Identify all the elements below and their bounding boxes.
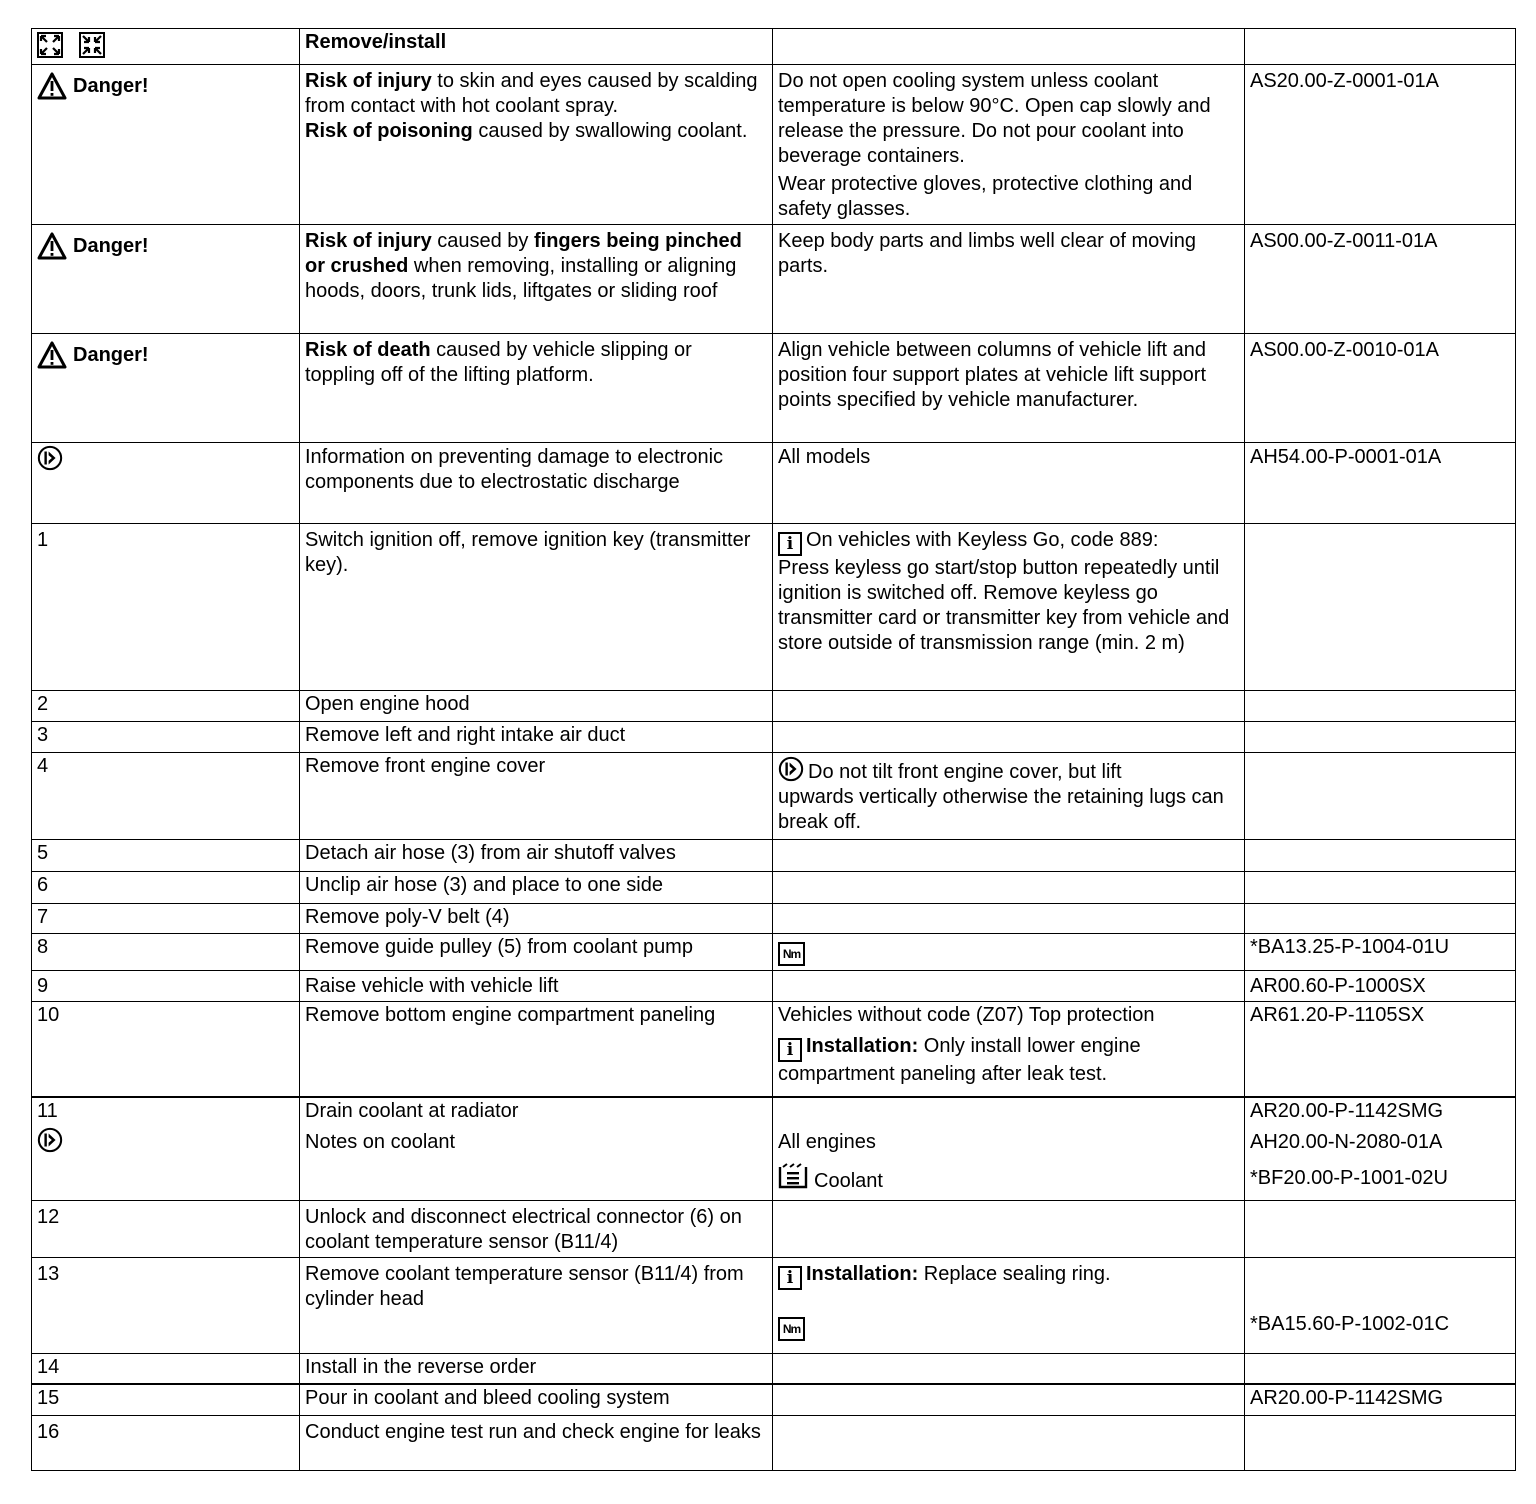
step-ref[interactable]: AH20.00-N-2080-01A [1250, 1130, 1443, 1153]
step-note [773, 1002, 1245, 1097]
empty-cell [773, 722, 1245, 753]
warning-triangle-icon [37, 232, 67, 260]
torque-icon: Nm [778, 1317, 805, 1341]
step-text: Unlock and disconnect electrical connector (6) on coolant temperature sensor (B11/4) [300, 1201, 773, 1258]
esd-icon-cell [32, 443, 300, 524]
step-number: 4 [32, 753, 300, 840]
empty-cell [773, 1384, 1245, 1416]
step-ref[interactable]: AR20.00-P-1142SMG [1245, 1384, 1516, 1416]
step-ref[interactable]: *BF20.00-P-1001-02U [1250, 1166, 1448, 1189]
danger-remedy-text: Wear protective gloves, protective clothing and safety glasses. [778, 173, 1193, 220]
danger-row [32, 65, 1516, 225]
empty-cell [773, 29, 1245, 65]
table-row [32, 840, 1516, 872]
step-ref[interactable]: AR20.00-P-1142SMG [1250, 1099, 1444, 1122]
page-title: Remove/install [300, 29, 773, 65]
warning-triangle-icon [37, 72, 67, 100]
procedure-table [31, 28, 1516, 1471]
danger-remedy-text: Do not open cooling system unless coolant temperature is below 90°C. Open cap slowly and release the pressure. Do not pour coolant into beverage containers. [778, 70, 1211, 167]
empty-cell [773, 840, 1245, 872]
esd-caution-icon [778, 756, 804, 782]
step-number: 9 [32, 971, 300, 1002]
danger-label: Danger! [73, 343, 149, 366]
danger-remedy [773, 65, 1245, 225]
danger-row [32, 225, 1516, 334]
header-icons-cell [32, 29, 300, 65]
step-text: Install in the reverse order [300, 1354, 773, 1384]
step-ref-text[interactable]: *BA15.60-P-1002-01C [1250, 1313, 1450, 1335]
empty-cell [1245, 1354, 1516, 1384]
step-text: Remove front engine cover [300, 753, 773, 840]
step-number: 1 [32, 524, 300, 691]
danger-risk-bold: Risk of injury [305, 230, 432, 252]
table-row [32, 971, 1516, 1002]
danger-ref[interactable]: AS00.00-Z-0011-01A [1245, 225, 1516, 334]
empty-cell [1245, 524, 1516, 691]
table-row [32, 753, 1516, 840]
step-text: Notes on coolant [305, 1130, 456, 1153]
empty-cell [1245, 840, 1516, 872]
danger-label-cell [32, 225, 300, 334]
step-number: 15 [32, 1384, 300, 1416]
table-header-row [32, 29, 1516, 65]
step-ref [1245, 1258, 1516, 1354]
step-text: Switch ignition off, remove ignition key (transmitter key). [300, 524, 773, 691]
danger-risk-text: when removing, installing or aligning hoods, doors, trunk lids, liftgates or sliding roof [305, 255, 737, 302]
empty-cell [773, 691, 1245, 722]
step-note-text: Coolant [814, 1169, 883, 1192]
danger-remedy: Keep body parts and limbs well clear of moving parts. [773, 225, 1245, 334]
danger-ref[interactable]: AS20.00-Z-0001-01A [1245, 65, 1516, 225]
step-ref-cell [1245, 1097, 1516, 1201]
step-number: 10 [32, 1002, 300, 1097]
empty-cell [1245, 1201, 1516, 1258]
table-row [32, 1097, 1516, 1201]
table-row [32, 872, 1516, 904]
step-number: 11 [37, 1099, 58, 1122]
step-note-text: All engines [778, 1130, 876, 1153]
step-note-text: Only install lower engine [918, 1035, 1141, 1057]
empty-cell [1245, 1416, 1516, 1471]
empty-cell [773, 872, 1245, 904]
info-icon: i [778, 1038, 802, 1062]
empty-cell [773, 904, 1245, 934]
danger-risk-text: caused by vehicle slipping or toppling off of the lifting platform. [305, 339, 692, 386]
step-note-text: Replace sealing ring. [918, 1263, 1111, 1285]
step-note-bold: Installation: [806, 1035, 919, 1057]
step-text: Open engine hood [300, 691, 773, 722]
step-number: 14 [32, 1354, 300, 1384]
esd-text: Information on preventing damage to electronic components due to electrostatic discharge [300, 443, 773, 524]
empty-cell [1245, 753, 1516, 840]
torque-icon: Nm [778, 942, 805, 966]
empty-cell [773, 1416, 1245, 1471]
step-note-text: Vehicles without code (Z07) Top protection [778, 1004, 1155, 1026]
table-row [32, 1416, 1516, 1471]
danger-risk-bold: Risk of death [305, 339, 431, 361]
step-text: Conduct engine test run and check engine for leaks [300, 1416, 773, 1471]
step-note [773, 934, 1245, 971]
danger-ref[interactable]: AS00.00-Z-0010-01A [1245, 334, 1516, 443]
empty-cell [1245, 722, 1516, 753]
table-row [32, 934, 1516, 971]
danger-risk-text: caused by swallowing coolant. [472, 120, 748, 142]
table-row [32, 691, 1516, 722]
expand-icon[interactable] [37, 32, 63, 58]
esd-ref[interactable]: AH54.00-P-0001-01A [1245, 443, 1516, 524]
step-ref[interactable]: AR00.60-P-1000SX [1245, 971, 1516, 1002]
coolant-container-icon [778, 1163, 808, 1189]
step-number: 7 [32, 904, 300, 934]
step-text: Unclip air hose (3) and place to one side [300, 872, 773, 904]
step-number: 8 [32, 934, 300, 971]
danger-risk-bold: fingers being pinched or crushed [305, 230, 742, 277]
empty-cell [1245, 904, 1516, 934]
step-number: 5 [32, 840, 300, 872]
step-text: Remove coolant temperature sensor (B11/4) from cylinder head [300, 1258, 773, 1354]
table-row [32, 1002, 1516, 1097]
table-row [32, 1354, 1516, 1384]
table-row [32, 1384, 1516, 1416]
danger-risk-bold: Risk of injury [305, 70, 432, 92]
step-number-cell [32, 1097, 300, 1201]
step-text: Remove left and right intake air duct [300, 722, 773, 753]
warning-triangle-icon [37, 341, 67, 369]
step-number: 16 [32, 1416, 300, 1471]
step-note [773, 524, 1245, 691]
empty-cell [773, 1354, 1245, 1384]
step-note [773, 753, 1245, 840]
step-number: 13 [32, 1258, 300, 1354]
step-ref[interactable]: AR61.20-P-1105SX [1245, 1002, 1516, 1097]
step-text: Remove guide pulley (5) from coolant pump [300, 934, 773, 971]
danger-label-cell [32, 65, 300, 225]
danger-label: Danger! [73, 234, 149, 257]
step-text: Pour in coolant and bleed cooling system [300, 1384, 773, 1416]
table-row [32, 1258, 1516, 1354]
step-text: Drain coolant at radiator [305, 1099, 519, 1122]
table-row [32, 722, 1516, 753]
step-note-text: upwards vertically otherwise the retaining lugs can break off. [778, 786, 1224, 833]
danger-label: Danger! [73, 74, 149, 97]
empty-cell [1245, 29, 1516, 65]
step-number: 6 [32, 872, 300, 904]
info-icon: i [778, 1266, 802, 1290]
danger-row [32, 334, 1516, 443]
step-number: 2 [32, 691, 300, 722]
danger-description [300, 65, 773, 225]
info-icon: i [778, 532, 802, 556]
step-note-text: Do not tilt front engine cover, but lift [808, 761, 1122, 783]
esd-caution-icon [37, 445, 63, 471]
empty-cell [1245, 691, 1516, 722]
step-note-text: On vehicles with Keyless Go, code 889: [806, 529, 1159, 551]
table-row [32, 1201, 1516, 1258]
danger-risk-text: to skin and eyes caused by scalding from contact with hot coolant spray. [305, 70, 758, 117]
danger-description [300, 334, 773, 443]
step-note-text: Press keyless go start/stop button repeatedly until ignition is switched off. Remove keyless go transmitter card or transmitter key from vehicle and store outside of transmission range (min. 2 m) [778, 557, 1230, 654]
step-text-cell [300, 1097, 773, 1201]
step-note-text: compartment paneling after leak test. [778, 1063, 1108, 1085]
danger-risk-text: caused by [431, 230, 534, 252]
table-row [32, 524, 1516, 691]
step-note [773, 1097, 1245, 1201]
step-text: Remove bottom engine compartment paneling [300, 1002, 773, 1097]
step-text: Detach air hose (3) from air shutoff valves [300, 840, 773, 872]
table-row [32, 904, 1516, 934]
step-number: 12 [32, 1201, 300, 1258]
esd-caution-icon [37, 1127, 63, 1153]
danger-risk-bold: Risk of poisoning [305, 120, 473, 142]
danger-remedy: Align vehicle between columns of vehicle lift and position four support plates at vehicle lift support points specified by vehicle manufacturer. [773, 334, 1245, 443]
step-note-bold: Installation: [806, 1263, 919, 1285]
danger-description [300, 225, 773, 334]
esd-note-row [32, 443, 1516, 524]
step-text: Raise vehicle with vehicle lift [300, 971, 773, 1002]
empty-cell [773, 1201, 1245, 1258]
esd-note: All models [773, 443, 1245, 524]
step-ref[interactable]: *BA13.25-P-1004-01U [1245, 934, 1516, 971]
step-text: Remove poly-V belt (4) [300, 904, 773, 934]
danger-label-cell [32, 334, 300, 443]
empty-cell [773, 971, 1245, 1002]
collapse-icon[interactable] [79, 32, 105, 58]
step-number: 3 [32, 722, 300, 753]
step-note [773, 1258, 1245, 1354]
empty-cell [1245, 872, 1516, 904]
